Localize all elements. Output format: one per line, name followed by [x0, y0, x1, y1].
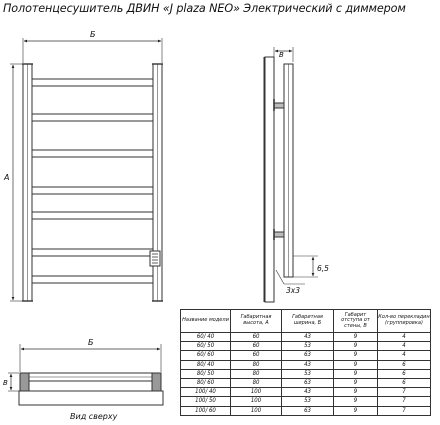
cell-offset: 9 [334, 333, 378, 342]
cell-height: 100 [231, 388, 282, 397]
cell-bars: 7 [378, 388, 431, 397]
cell-model: 100/ 40 [181, 388, 231, 397]
cell-width: 53 [282, 369, 334, 378]
cell-offset: 9 [334, 369, 378, 378]
cell-bars: 6 [378, 360, 431, 369]
cell-bars: 6 [378, 369, 431, 378]
table-row [181, 342, 431, 351]
cell-width: 63 [282, 351, 334, 360]
table-row [181, 378, 431, 387]
cell-height: 80 [231, 369, 282, 378]
dimmer-switch [150, 251, 160, 266]
cell-width: 63 [282, 378, 334, 387]
table-row [181, 388, 431, 397]
top-width-label: Б [88, 338, 94, 347]
cell-height: 100 [231, 397, 282, 406]
cell-offset: 9 [334, 342, 378, 351]
spec-table [180, 309, 431, 416]
header-bars: Кол-во перекладин (группировка) [378, 310, 431, 333]
table-row [181, 333, 431, 342]
top-view [8, 344, 163, 405]
cell-width: 63 [282, 406, 334, 415]
cell-height: 60 [231, 333, 282, 342]
cell-height: 60 [231, 342, 282, 351]
cell-bars: 4 [378, 351, 431, 360]
top-depth-label: В [3, 379, 8, 387]
front-view [10, 38, 163, 301]
side-top-bracket [274, 103, 284, 108]
spec-table-body [181, 333, 431, 416]
table-row [181, 351, 431, 360]
header-offset: Габарит отступа от стены, В [334, 310, 378, 333]
header-height: Габаритная высота, А [231, 310, 282, 333]
offset-label: 6,5 [317, 264, 329, 273]
cell-bars: 6 [378, 378, 431, 387]
cell-width: 43 [282, 333, 334, 342]
cell-offset: 9 [334, 406, 378, 415]
tube-label: 3х3 [286, 286, 300, 295]
top-view-wall-plate [19, 391, 163, 405]
cell-model: 60/ 60 [181, 351, 231, 360]
cell-width: 43 [282, 360, 334, 369]
cell-model: 100/ 60 [181, 406, 231, 415]
header-model: Название модели [181, 310, 231, 333]
cell-offset: 9 [334, 378, 378, 387]
cell-model: 60/ 50 [181, 342, 231, 351]
cell-height: 80 [231, 360, 282, 369]
cell-bars: 7 [378, 406, 431, 415]
table-row [181, 397, 431, 406]
front-crossbars [32, 79, 153, 283]
side-view [264, 47, 318, 302]
cell-height: 100 [231, 406, 282, 415]
table-row [181, 360, 431, 369]
cell-bars: 7 [378, 397, 431, 406]
cell-width: 43 [282, 388, 334, 397]
cell-model: 80/ 60 [181, 378, 231, 387]
cell-bars: 4 [378, 333, 431, 342]
cell-offset: 9 [334, 351, 378, 360]
cell-height: 80 [231, 378, 282, 387]
cell-model: 60/ 40 [181, 333, 231, 342]
cell-width: 53 [282, 342, 334, 351]
width-label: Б [90, 30, 96, 39]
table-row [181, 369, 431, 378]
cell-offset: 9 [334, 360, 378, 369]
cell-offset: 9 [334, 388, 378, 397]
cell-bars: 4 [378, 342, 431, 351]
cell-width: 53 [282, 397, 334, 406]
cell-height: 60 [231, 351, 282, 360]
height-label: А [4, 173, 10, 182]
cell-model: 80/ 50 [181, 369, 231, 378]
table-row [181, 406, 431, 415]
cell-model: 80/ 40 [181, 360, 231, 369]
depth-label: В [279, 51, 284, 59]
side-bottom-bracket [274, 232, 284, 237]
spec-table-header [181, 310, 431, 333]
header-width: Габаритная ширина, Б [282, 310, 334, 333]
cell-offset: 9 [334, 397, 378, 406]
cell-model: 100/ 50 [181, 397, 231, 406]
page-title: Полотенцесушитель ДВИН «J plaza NEO» Электрический с диммером [3, 2, 406, 15]
side-rear-upright [265, 57, 274, 302]
top-view-caption: Вид сверху [70, 412, 118, 421]
